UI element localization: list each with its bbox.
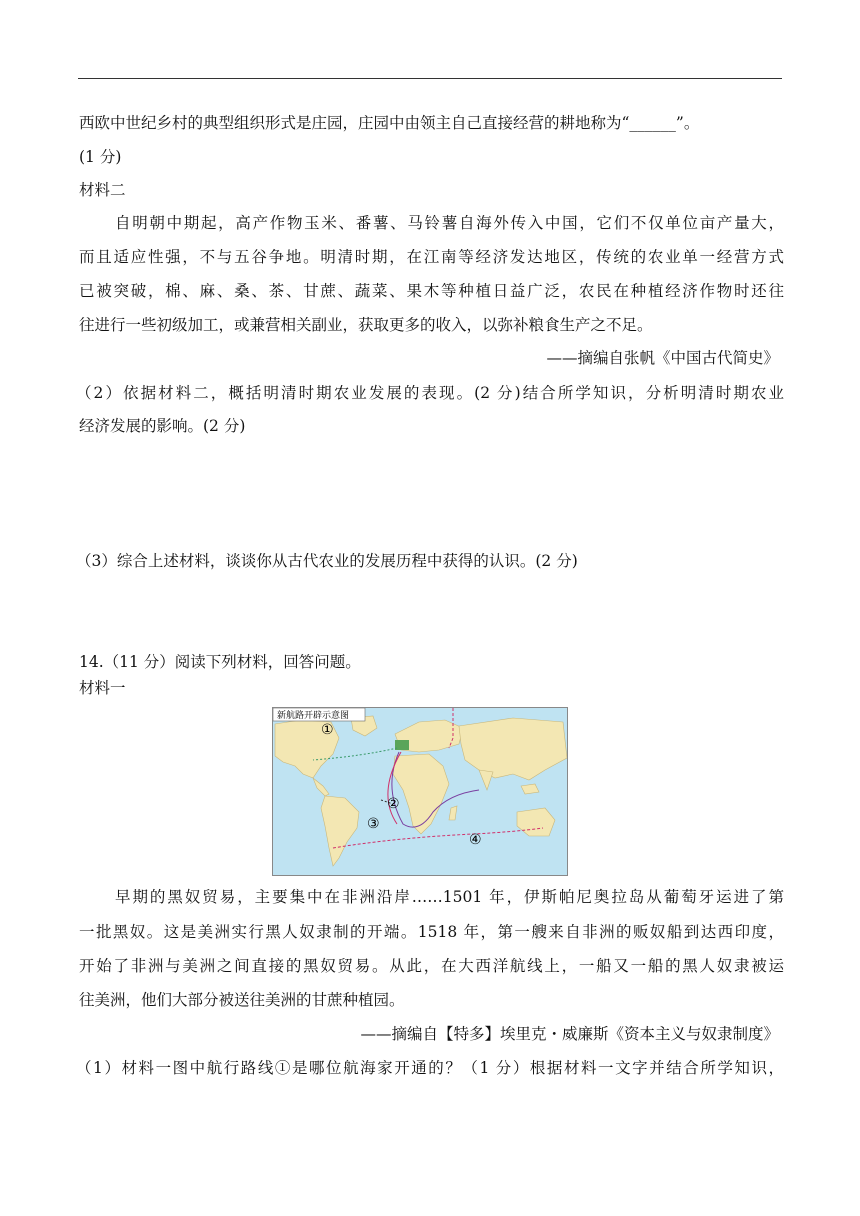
text-line-1: 西欧中世纪乡村的典型组织形式是庄园，庄园中由领主自己直接经营的耕地称为“______”。 bbox=[79, 114, 700, 132]
paragraph-line: 自明朝中期起，高产作物玉米、番薯、马铃薯自海外传入中国，它们不仅单位亩产量大， bbox=[115, 214, 784, 232]
header-rule bbox=[78, 78, 782, 79]
section-heading-material-1: 材料一 bbox=[79, 679, 126, 697]
paragraph-line: 往进行一些初级加工，或兼营相关副业，获取更多的收入，以弥补粮食生产之不足。 bbox=[79, 316, 653, 334]
paragraph-line: 早期的黑奴贸易，主要集中在非洲沿岸……1501 年，伊斯帕尼奥拉岛从葡萄牙运进了第 bbox=[115, 888, 784, 906]
route-marker-3: ③ bbox=[367, 816, 380, 832]
source-citation: ——摘编自张帆《中国古代简史》 bbox=[546, 349, 779, 367]
question-1: （1）材料一图中航行路线①是哪位航海家开通的？（1 分）根据材料一文字并结合所学知识， bbox=[76, 1059, 784, 1077]
paragraph-line: 往美洲，他们大部分被送往美洲的甘蔗种植园。 bbox=[79, 991, 405, 1009]
question-2: （2）依据材料二，概括明清时期农业发展的表现。(2 分)结合所学知识，分析明清时期农业 bbox=[76, 384, 784, 402]
question-14-heading: 14.（11 分）阅读下列材料，回答问题。 bbox=[79, 653, 361, 671]
new-sea-routes-map bbox=[272, 707, 568, 876]
paragraph-line: 一批黑奴。这是美洲实行黑人奴隶制的开端。1518 年，第一艘来自非洲的贩奴船到达西印度， bbox=[79, 923, 784, 941]
paragraph-line: 开始了非洲与美洲之间直接的黑奴贸易。从此，在大西洋航线上，一船又一船的黑人奴隶被运 bbox=[79, 957, 784, 975]
route-marker-2: ② bbox=[387, 796, 400, 812]
map-title: 新航路开辟示意图 bbox=[277, 711, 350, 721]
question-2-cont: 经济发展的影响。(2 分) bbox=[79, 417, 246, 435]
text-line-2: (1 分) bbox=[79, 148, 122, 166]
paragraph-line: 而且适应性强，不与五谷争地。明清时期，在江南等经济发达地区，传统的农业单一经营方式 bbox=[79, 248, 784, 266]
source-citation: ——摘编自【特多】埃里克・威廉斯《资本主义与奴隶制度》 bbox=[360, 1025, 779, 1043]
question-3: （3）综合上述材料，谈谈你从古代农业的发展历程中获得的认识。(2 分) bbox=[76, 552, 578, 570]
route-marker-1: ① bbox=[321, 722, 334, 738]
route-marker-4: ④ bbox=[469, 832, 482, 848]
paragraph-line: 已被突破，棉、麻、桑、茶、甘蔗、蔬菜、果木等种植日益广泛，农民在种植经济作物时还往 bbox=[79, 282, 784, 300]
section-heading-material-2: 材料二 bbox=[79, 181, 126, 199]
